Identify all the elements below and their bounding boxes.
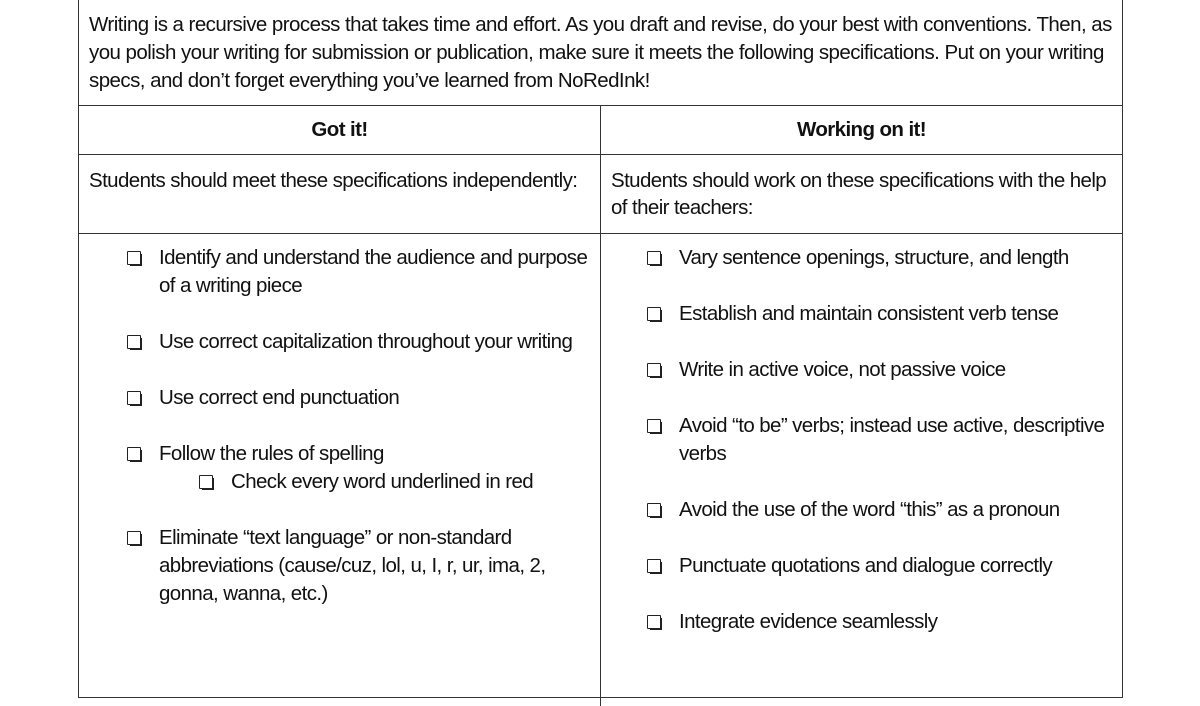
checklist-row xyxy=(79,234,1122,704)
checkbox-icon[interactable] xyxy=(127,531,141,545)
checklist-item xyxy=(127,384,597,412)
checkbox-icon[interactable] xyxy=(647,251,661,265)
working-on-it-checklist-cell xyxy=(601,234,1122,704)
checklist-item xyxy=(647,412,1117,468)
checkbox-icon[interactable] xyxy=(127,391,141,405)
checkbox-icon[interactable] xyxy=(647,363,661,377)
checkbox-icon[interactable] xyxy=(127,335,141,349)
working-on-it-header: Working on it! xyxy=(796,118,926,141)
checklist-item-text: Avoid “to be” verbs; instead use active, descriptive verbs xyxy=(679,414,1105,465)
working-on-it-subheader: Students should work on these specifications with the help of their teachers: xyxy=(611,169,1107,219)
checklist-item xyxy=(647,552,1117,580)
checklist-item-text: Vary sentence openings, structure, and length xyxy=(679,246,1069,269)
checklist-item xyxy=(647,608,1117,636)
writing-specs-document xyxy=(78,0,1123,698)
checklist-item-text: Integrate evidence seamlessly xyxy=(679,610,938,633)
intro-paragraph: Writing is a recursive process that takes time and effort. As you draft and revise, do your best with conventions. Then, as you polish your writing for submission or publication, make sure it meets the following specifications. Put on your writing specs, and don’t forget everything you’ve learned from NoRedInk! xyxy=(79,0,1122,106)
checkbox-icon[interactable] xyxy=(127,251,141,265)
checkbox-icon[interactable] xyxy=(647,615,661,629)
checkbox-icon[interactable] xyxy=(647,419,661,433)
got-it-checklist xyxy=(127,244,597,636)
checkbox-icon[interactable] xyxy=(647,503,661,517)
working-on-it-checklist xyxy=(647,244,1117,664)
checkbox-icon[interactable] xyxy=(647,307,661,321)
checklist-subitem xyxy=(199,468,597,496)
checklist-item-text: Avoid the use of the word “this” as a pronoun xyxy=(679,498,1060,521)
checkbox-icon[interactable] xyxy=(647,559,661,573)
checklist-item-text: Use correct end punctuation xyxy=(159,386,400,409)
checklist-item xyxy=(127,524,597,608)
checklist-item-text: Establish and maintain consistent verb tense xyxy=(679,302,1059,325)
got-it-checklist-cell xyxy=(79,234,600,704)
checklist-item-text: Punctuate quotations and dialogue correctly xyxy=(679,554,1053,577)
checklist-item-text: Use correct capitalization throughout your writing xyxy=(159,330,573,353)
checklist-item xyxy=(647,496,1117,524)
checklist-item-text: Eliminate “text language” or non-standard abbreviations (cause/cuz, lol, u, I, r, ur, ima, 2, gonna, wanna, etc.) xyxy=(159,526,546,605)
checklist-item xyxy=(127,244,597,300)
checklist-item-text: Follow the rules of spelling xyxy=(159,442,384,465)
checklist-subitem-text: Check every word underlined in red xyxy=(231,470,534,493)
checklist-item xyxy=(127,440,597,496)
checklist-item-text: Write in active voice, not passive voice xyxy=(679,358,1006,381)
subheader-row xyxy=(79,155,1122,234)
checklist-item-text: Identify and understand the audience and purpose of a writing piece xyxy=(159,246,588,297)
checklist-item xyxy=(647,300,1117,328)
checklist-item xyxy=(647,244,1117,272)
checkbox-icon[interactable] xyxy=(127,447,141,461)
got-it-header: Got it! xyxy=(311,118,368,141)
checklist-item xyxy=(127,328,597,356)
header-row xyxy=(79,106,1122,155)
checkbox-icon[interactable] xyxy=(199,475,213,489)
got-it-subheader: Students should meet these specifications independently: xyxy=(89,169,578,192)
checklist-item xyxy=(647,356,1117,384)
